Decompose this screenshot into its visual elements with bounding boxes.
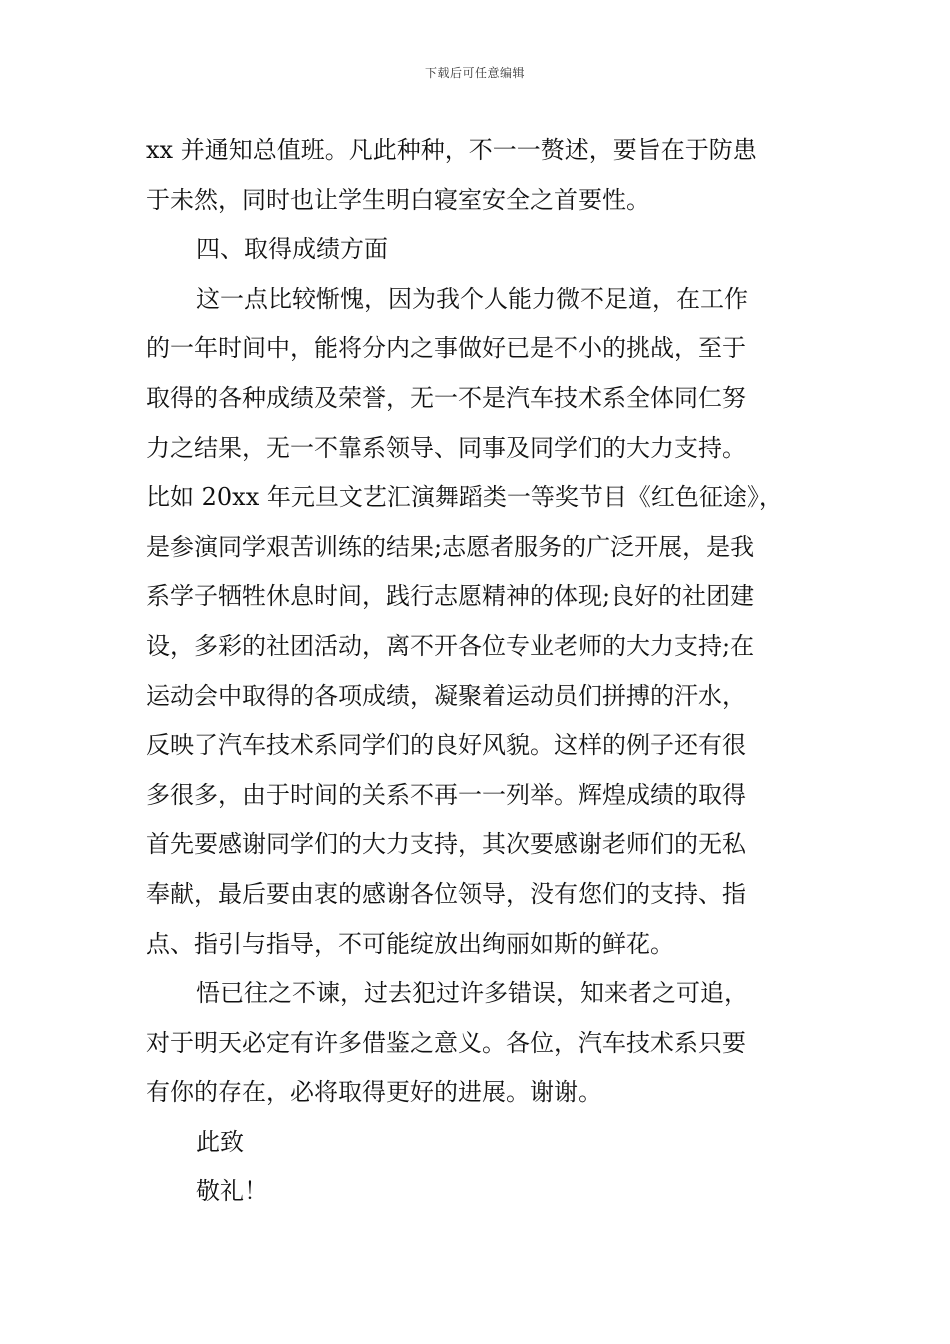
- text-line: 设，多彩的社团活动，离不开各位专业老师的大力支持;在: [146, 631, 755, 660]
- text-line: 的一年时间中，能将分内之事做好已是不小的挑战，至于: [146, 334, 746, 363]
- page-header-note: 下载后可任意编辑: [424, 66, 525, 80]
- text-line: 于未然，同时也让学生明白寝室安全之首要性。: [146, 185, 650, 214]
- text-line: 这一点比较惭愧，因为我个人能力微不足道，在工作: [196, 284, 748, 313]
- closing-regards: 敬礼！: [196, 1177, 268, 1206]
- text-line: 悟已往之不谏，过去犯过许多错误，知来者之可追，: [196, 979, 748, 1008]
- text-line: 比如 20xx 年元旦文艺汇演舞蹈类一等奖节目《红色征途》，: [146, 483, 783, 512]
- text-line: 取得的各种成绩及荣誉，无一不是汽车技术系全体同仁努: [146, 383, 746, 412]
- text-line: 反映了汽车技术系同学们的良好风貌。这样的例子还有很: [146, 731, 746, 760]
- text-line: 运动会中取得的各项成绩，凝聚着运动员们拼搏的汗水，: [146, 681, 746, 710]
- text-line: 多很多，由于时间的关系不再一一列举。辉煌成绩的取得: [146, 780, 746, 809]
- text-line: 系学子牺牲休息时间，践行志愿精神的体现;良好的社团建: [146, 582, 755, 611]
- text-line: 首先要感谢同学们的大力支持，其次要感谢老师们的无私: [146, 830, 746, 859]
- text-line: xx 并通知总值班。凡此种种，不一一赘述，要旨在于防患: [146, 136, 757, 164]
- text-line: 点、指引与指导，不可能绽放出绚丽如斯的鲜花。: [146, 929, 674, 958]
- text-line: 奉献，最后要由衷的感谢各位领导，没有您们的支持、指: [146, 879, 746, 908]
- section-heading: 四、取得成绩方面: [196, 235, 388, 264]
- closing-salutation: 此致: [196, 1127, 244, 1156]
- text-line: 是参演同学艰苦训练的结果;志愿者服务的广泛开展，是我: [146, 532, 755, 561]
- text-line: 力之结果，无一不靠系领导、同事及同学们的大力支持。: [146, 433, 746, 462]
- text-line: 有你的存在，必将取得更好的进展。谢谢。: [146, 1078, 602, 1107]
- text-line: 对于明天必定有许多借鉴之意义。各位，汽车技术系只要: [146, 1028, 746, 1057]
- document-body: [146, 126, 806, 1217]
